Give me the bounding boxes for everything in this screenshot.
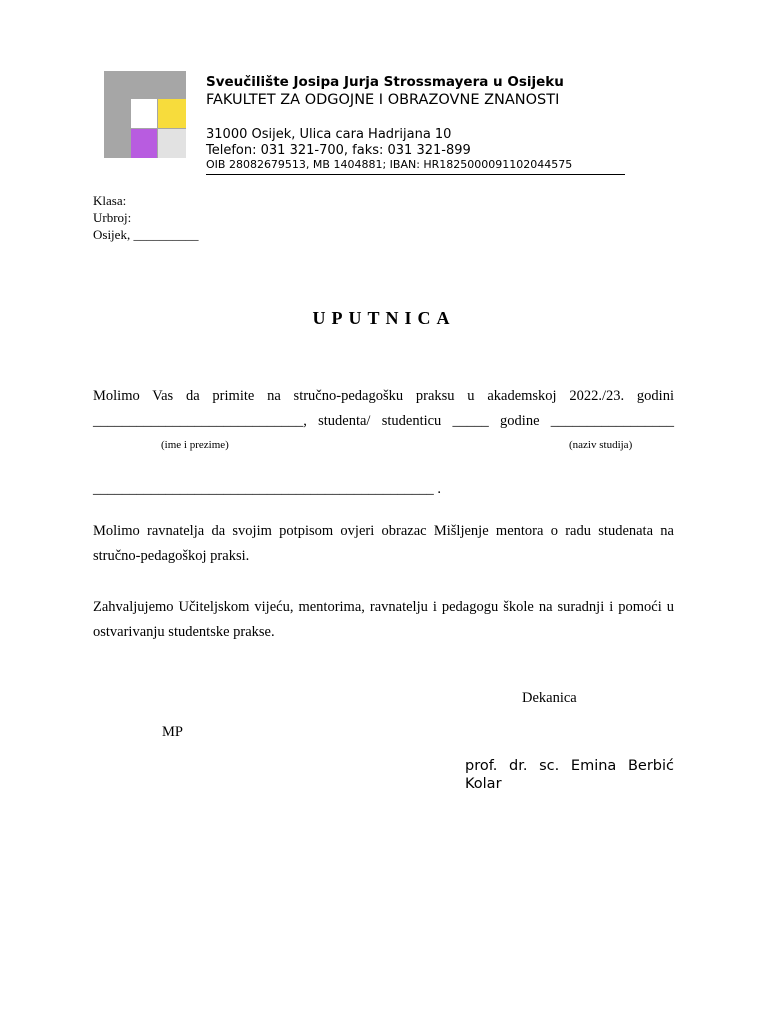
study-field-label: (naziv studija) xyxy=(569,439,633,451)
logo-yellow-square xyxy=(158,99,186,128)
university-name: Sveučilište Josipa Jurja Strossmayera u Osijeku xyxy=(206,74,564,90)
urbroj-label: Urbroj: xyxy=(93,210,132,225)
signatory-name: prof. dr. sc. Emina Berbić Kolar xyxy=(465,758,674,792)
stamp-placeholder: MP xyxy=(162,724,183,740)
principal-request-paragraph: Molimo ravnatelja da svojim potpisom ovjeri obrazac Mišljenje mentora o radu studenata na stručno-pedagoškoj praksi. xyxy=(93,523,674,564)
request-paragraph xyxy=(93,384,674,434)
faculty-logo xyxy=(104,71,186,158)
faculty-ids: OIB 28082679513, MB 1404881; IBAN: HR1825000091102044575 xyxy=(206,158,573,171)
faculty-phone: Telefon: 031 321-700, faks: 031 321-899 xyxy=(206,143,471,158)
signatory-role: Dekanica xyxy=(522,690,577,706)
logo-white-square xyxy=(131,99,157,128)
logo-lightgray-square xyxy=(158,129,186,158)
place-date-line: Osijek, __________ xyxy=(93,227,199,242)
study-program-line: _______________________________________________ . xyxy=(93,481,441,497)
faculty-name: FAKULTET ZA ODGOJNE I OBRAZOVNE ZNANOSTI xyxy=(206,92,560,108)
name-field-label: (ime i prezime) xyxy=(161,439,229,451)
logo-purple-square xyxy=(131,129,157,158)
letterhead-divider xyxy=(206,174,625,175)
document-title: UPUTNICA xyxy=(312,308,456,328)
request-line-1: Molimo Vas da primite na stručno-pedagošku praksu u akademskoj 2022./23. godini xyxy=(93,388,674,404)
klasa-label: Klasa: xyxy=(93,193,127,208)
request-line-2: _____________________________, studenta/ studenticu _____ godine _________________ xyxy=(93,413,674,429)
thanks-paragraph: Zahvaljujemo Učiteljskom vijeću, mentorima, ravnatelju i pedagogu škole na suradnji i pomoći u ostvarivanju studentske prakse. xyxy=(93,599,674,640)
faculty-address: 31000 Osijek, Ulica cara Hadrijana 10 xyxy=(206,127,452,142)
